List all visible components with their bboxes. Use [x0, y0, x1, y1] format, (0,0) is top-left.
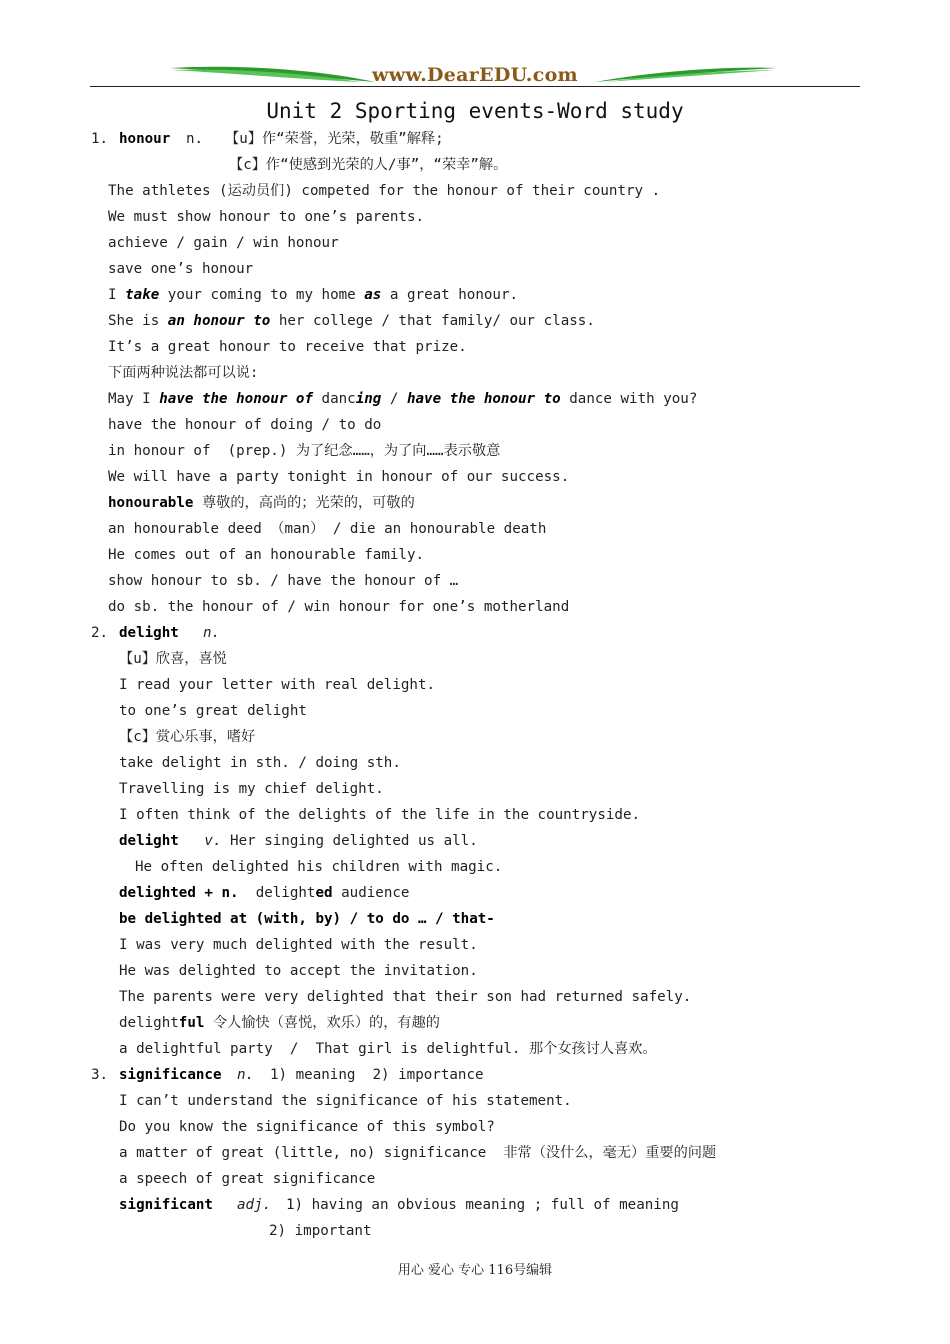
- example-line: do sb. the honour of / win honour for one’s motherland: [108, 599, 570, 615]
- definition-line: 【u】作“荣誉，光荣，敬重”解释;: [225, 131, 444, 147]
- example-line: in honour of (prep.) 为了纪念……，为了向……表示敬意: [108, 443, 501, 459]
- part-of-speech: adj.: [237, 1197, 272, 1213]
- example-line: It’s a great honour to receive that prize.: [108, 339, 467, 355]
- example-line: save one’s honour: [108, 261, 254, 277]
- example-line: She is an honour to her college / that family/ our class.: [108, 313, 595, 329]
- example-line: a speech of great significance: [119, 1171, 376, 1187]
- example-line: We will have a party tonight in honour of our success.: [108, 469, 570, 485]
- derived-word-line: delightful 令人愉快（喜悦，欢乐）的，有趣的: [119, 1015, 440, 1031]
- page-title: Unit 2 Sporting events-Word study: [266, 99, 684, 123]
- note-line: 下面两种说法都可以说:: [108, 365, 259, 381]
- example-line: He was delighted to accept the invitation.: [119, 963, 478, 979]
- example-line: I take your coming to my home as a great honour.: [108, 287, 519, 303]
- definition-line: 【c】赏心乐事，嗜好: [119, 729, 256, 745]
- example-line: I often think of the delights of the life in the countryside.: [119, 807, 641, 823]
- header-divider: [90, 86, 860, 87]
- example-line: Do you know the significance of this symbol?: [119, 1119, 495, 1135]
- example-line: a matter of great (little, no) significance 非常（没什么，毫无）重要的问题: [119, 1145, 717, 1161]
- part-of-speech: n.: [237, 1067, 255, 1083]
- example-line: The athletes (运动员们) competed for the honour of their country .: [108, 183, 661, 199]
- definition-line: 1) meaning 2) importance: [270, 1067, 484, 1083]
- phrase-line: be delighted at (with, by) / to do … / that-: [119, 911, 495, 927]
- derived-word: significant: [119, 1197, 213, 1213]
- example-line: I was very much delighted with the result.: [119, 937, 478, 953]
- example-line: to one’s great delight: [119, 703, 307, 719]
- page-footer: 用心 爱心 专心 116号编辑: [397, 1263, 553, 1278]
- part-of-speech: n.: [203, 625, 221, 641]
- definition-line: 2) important: [269, 1223, 372, 1239]
- example-line: show honour to sb. / have the honour of …: [108, 573, 459, 589]
- example-line: an honourable deed （man） / die an honourable death: [108, 521, 547, 537]
- example-line: have the honour of doing / to do: [108, 417, 382, 433]
- definition-line: 1) having an obvious meaning ; full of meaning: [286, 1197, 679, 1213]
- example-line: The parents were very delighted that their son had returned safely.: [119, 989, 692, 1005]
- example-line: He often delighted his children with magic.: [135, 859, 503, 875]
- definition-line: 【u】欣喜，喜悦: [119, 651, 227, 667]
- example-line: take delight in sth. / doing sth.: [119, 755, 401, 771]
- headword: significance: [119, 1067, 222, 1083]
- example-line: I can’t understand the significance of his statement.: [119, 1093, 572, 1109]
- example-line: a delightful party / That girl is delightful. 那个女孩讨人喜欢。: [119, 1041, 657, 1057]
- headword: honour: [119, 131, 171, 147]
- list-item-number: 3.: [91, 1067, 109, 1083]
- derived-word-line: delighted + n. delighted audience: [119, 885, 410, 901]
- list-item-number: 1.: [91, 131, 109, 147]
- site-logo: www.DearEDU.com: [372, 64, 578, 86]
- headword: delight: [119, 625, 179, 641]
- list-item-number: 2.: [91, 625, 109, 641]
- derived-word-line: honourable 尊敬的，高尚的；光荣的，可敬的: [108, 495, 415, 511]
- example-line: Travelling is my chief delight.: [119, 781, 384, 797]
- example-line: He comes out of an honourable family.: [108, 547, 425, 563]
- example-line: achieve / gain / win honour: [108, 235, 339, 251]
- derived-word-line: delight v. Her singing delighted us all.: [119, 833, 478, 849]
- example-line: May I have the honour of dancing / have the honour to dance with you?: [108, 391, 698, 407]
- example-line: We must show honour to one’s parents.: [108, 209, 425, 225]
- example-line: I read your letter with real delight.: [119, 677, 436, 693]
- part-of-speech: n.: [186, 131, 204, 147]
- definition-line: 【c】作“使感到光荣的人/事”，“荣幸”解。: [229, 157, 508, 173]
